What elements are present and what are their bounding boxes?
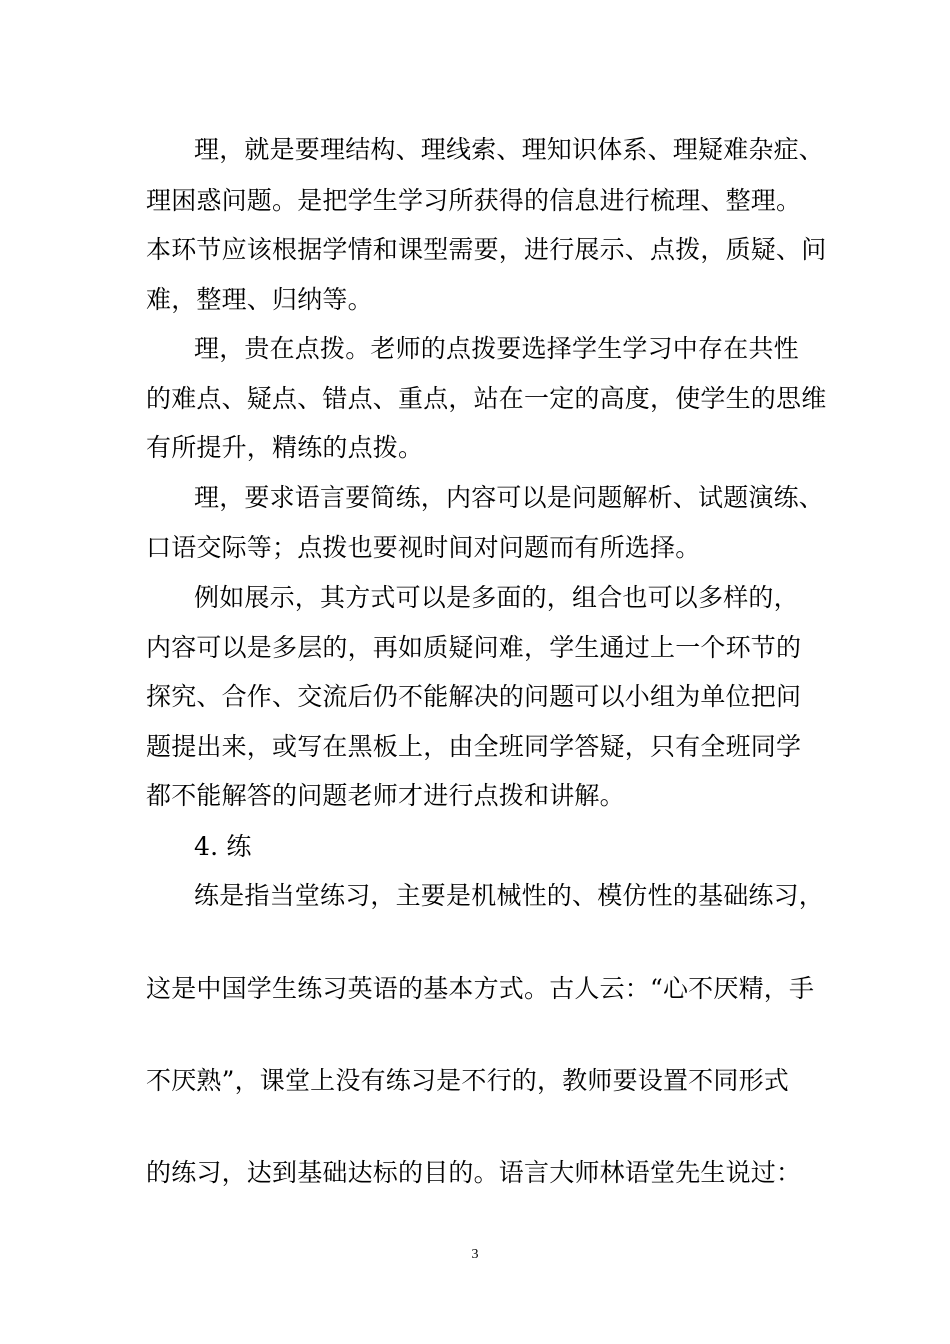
paragraph-4-line-2: 内容可以是多层的，再如质疑问难，学生通过上一个环节的 [146,633,802,662]
paragraph-2-line-3: 有所提升，精练的点拨。 [146,433,424,462]
paragraph-4-line-5: 都不能解答的问题老师才进行点拨和讲解。 [146,781,625,810]
page-number: 3 [471,1247,479,1262]
paragraph-4-line-3: 探究、合作、交流后仍不能解决的问题可以小组为单位把问 [146,682,802,711]
paragraph-5-line-1: 练是指当堂练习，主要是机械性的、模仿性的基础练习， [194,881,825,910]
paragraph-5-line-4: 的练习，达到基础达标的目的。语言大师林语堂先生说过： [146,1158,802,1187]
paragraph-1-line-1: 理，就是要理结构、理线索、理知识体系、理疑难杂症、 [194,135,825,164]
paragraph-5-line-2: 这是中国学生练习英语的基本方式。古人云：“心不厌精，手 [146,974,815,1003]
paragraph-3-line-2: 口语交际等；点拨也要视时间对问题而有所选择。 [146,533,701,562]
paragraph-4-line-4: 题提出来，或写在黑板上，由全班同学答疑，只有全班同学 [146,732,802,761]
section-heading: 4. 练 [194,832,252,861]
paragraph-2-line-1: 理，贵在点拨。老师的点拨要选择学生学习中存在共性 [194,334,799,363]
paragraph-1-line-3: 本环节应该根据学情和课型需要，进行展示、点拨，质疑、问 [146,235,827,264]
paragraph-5-line-3: 不厌熟”，课堂上没有练习是不行的，教师要设置不同形式 [146,1066,789,1095]
paragraph-4-line-1: 例如展示，其方式可以是多面的，组合也可以多样的， [194,583,799,612]
paragraph-3-line-1: 理，要求语言要简练，内容可以是问题解析、试题演练、 [194,483,825,512]
paragraph-2-line-2: 的难点、疑点、错点、重点，站在一定的高度，使学生的思维 [146,384,827,413]
paragraph-1-line-4: 难，整理、归纳等。 [146,285,373,314]
paragraph-1-line-2: 理困惑问题。是把学生学习所获得的信息进行梳理、整理。 [146,186,802,215]
